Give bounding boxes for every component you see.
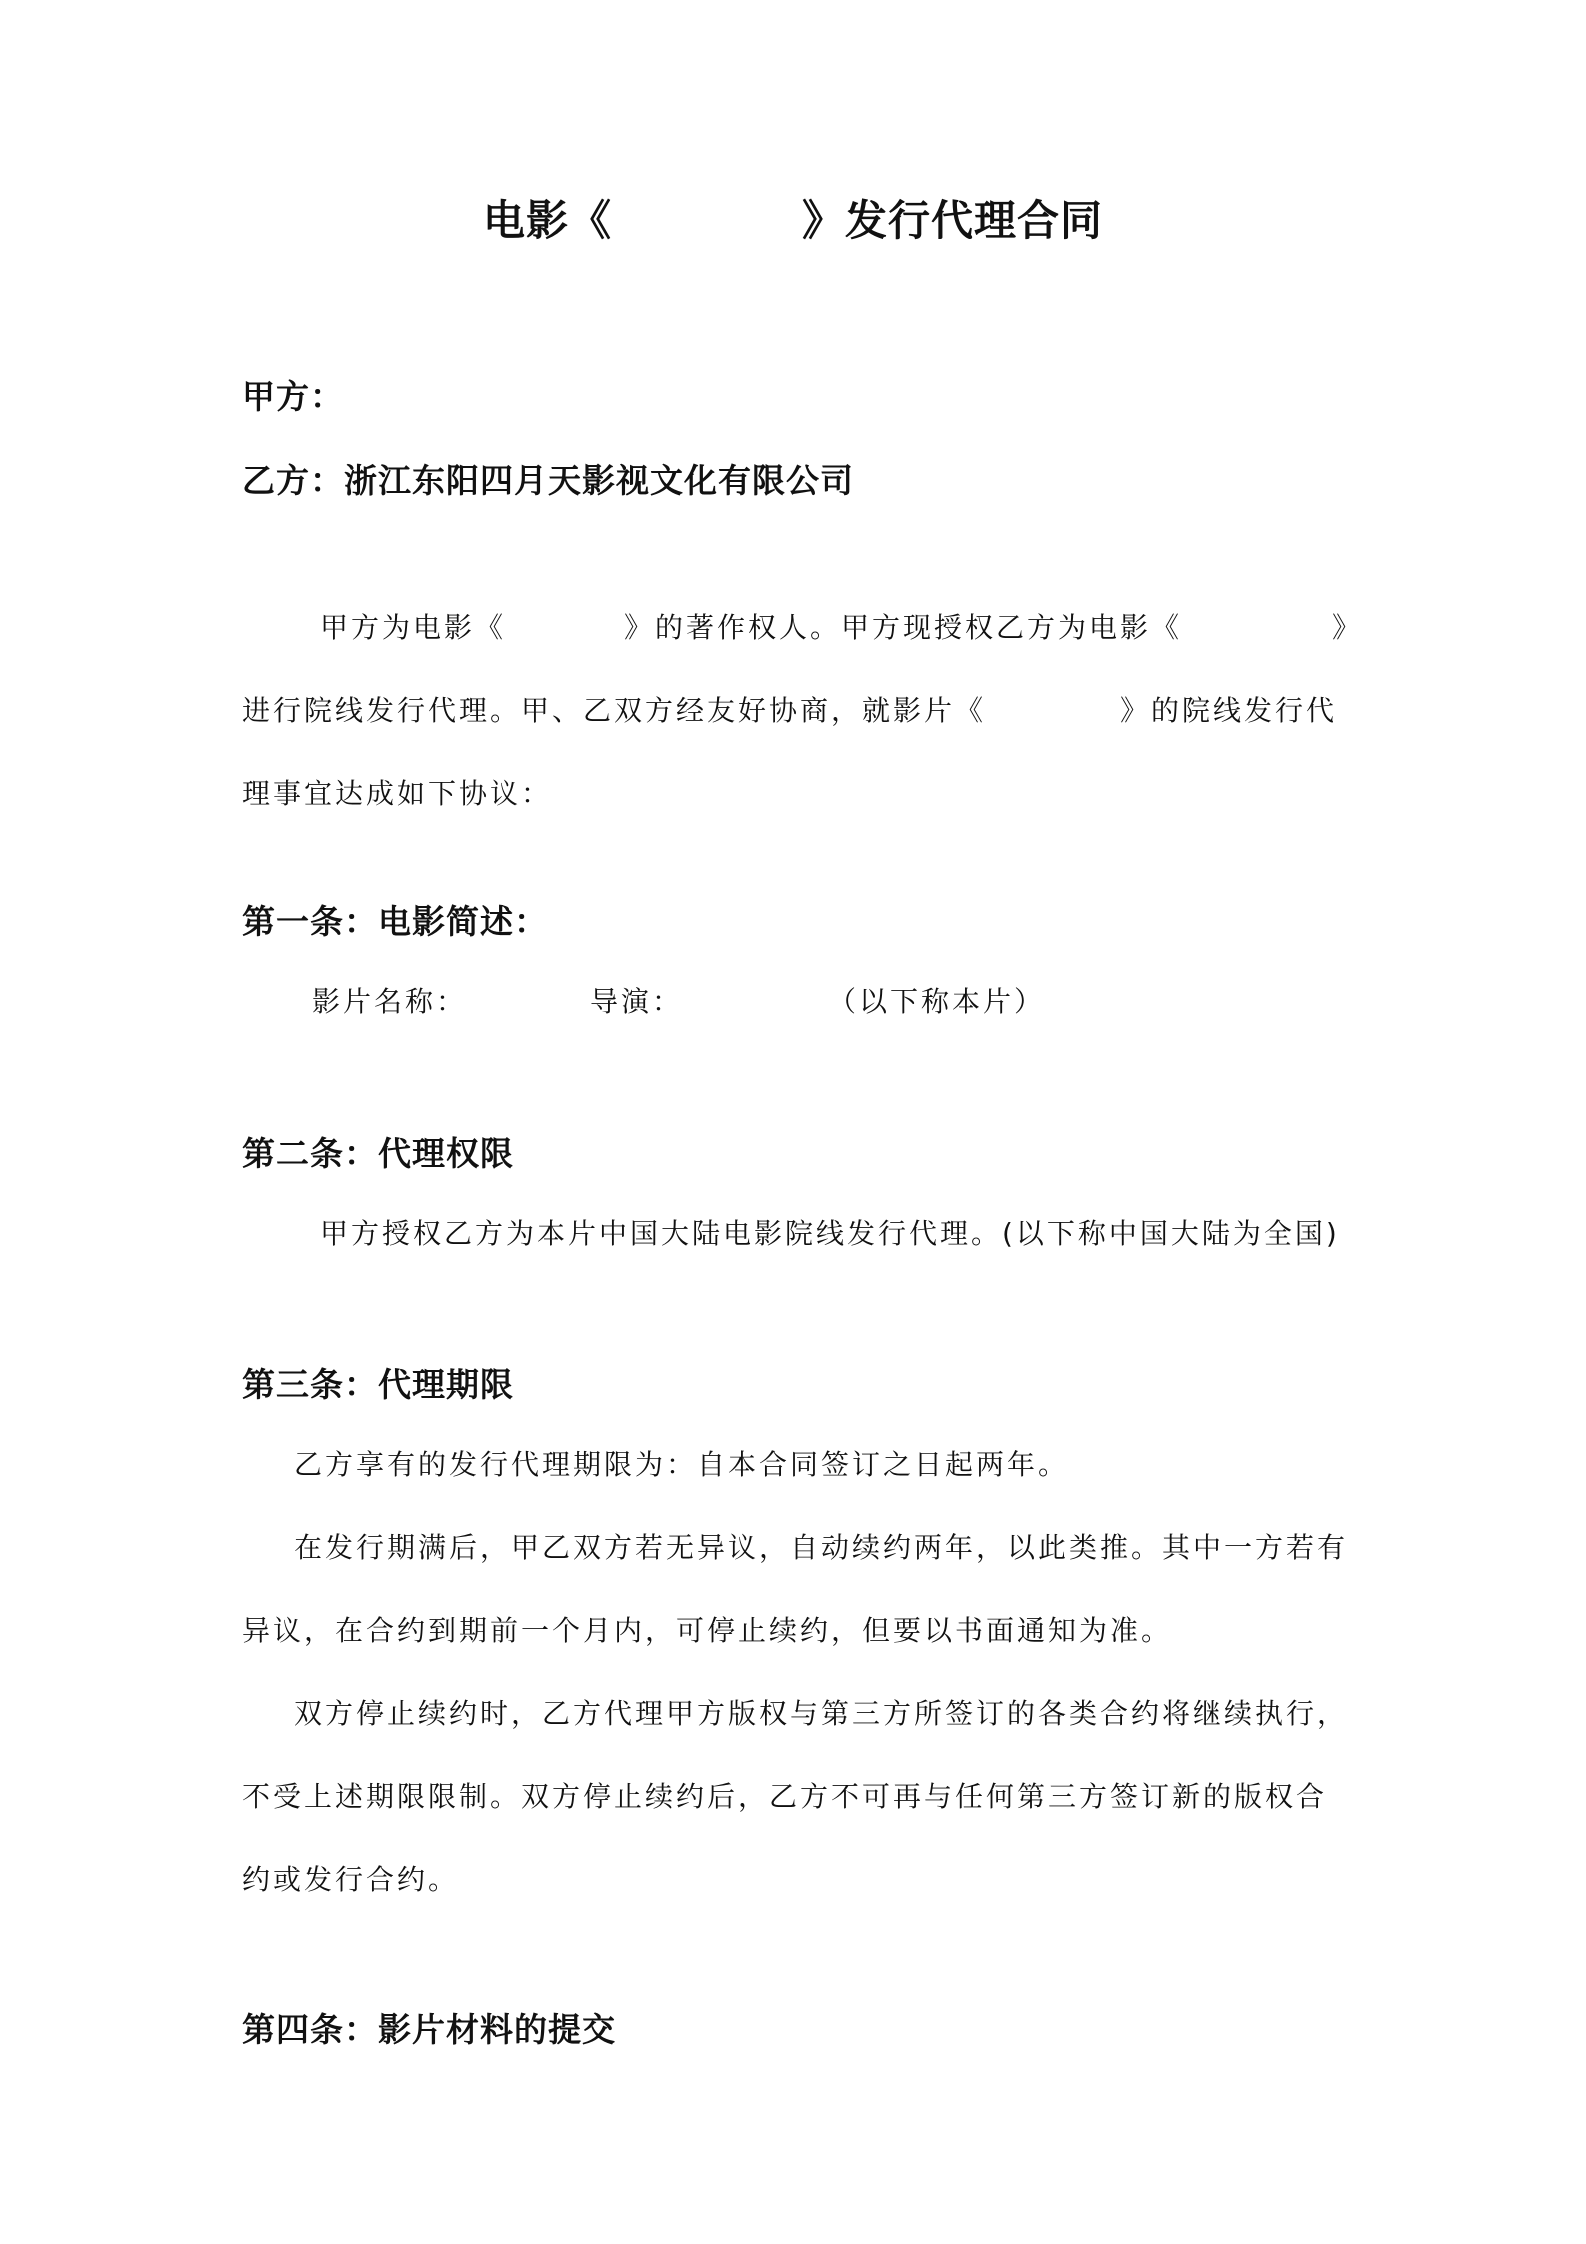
article-1-heading: 第一条：电影简述： bbox=[242, 902, 548, 941]
preamble-line-2: 进行院线发行代理。甲、乙双方经友好协商，就影片《 》的院线发行代 bbox=[242, 694, 1338, 727]
article-2-heading: 第二条：代理权限 bbox=[242, 1134, 514, 1173]
article-3-paragraph-3-line-2: 不受上述期限限制。双方停止续约后，乙方不可再与任何第三方签订新的版权合 bbox=[242, 1780, 1328, 1813]
party-b: 乙方：浙江东阳四月天影视文化有限公司 bbox=[242, 461, 854, 500]
article-3-paragraph-3-line-3: 约或发行合约。 bbox=[242, 1863, 460, 1896]
title-prefix: 电影《 bbox=[482, 196, 612, 245]
preamble-line-1: 甲方为电影《 》的著作权人。甲方现授权乙方为电影《 》 bbox=[320, 611, 1364, 644]
article-4-heading: 第四条：影片材料的提交 bbox=[242, 2010, 616, 2049]
article-3-paragraph-2-line-1: 在发行期满后，甲乙双方若无异议，自动续约两年，以此类推。其中一方若有 bbox=[294, 1531, 1349, 1564]
preamble-line-3: 理事宜达成如下协议： bbox=[242, 777, 553, 810]
article-2-text: 甲方授权乙方为本片中国大陆电影院线发行代理。(以下称中国大陆为全国) bbox=[320, 1217, 1340, 1250]
article-3-heading: 第三条：代理期限 bbox=[242, 1365, 514, 1404]
director-label: 导演： bbox=[590, 985, 684, 1018]
film-alias-note: （以下称本片） bbox=[828, 985, 1046, 1018]
article-3-paragraph-3-line-1: 双方停止续约时，乙方代理甲方版权与第三方所签订的各类合约将继续执行， bbox=[294, 1697, 1349, 1730]
party-a: 甲方： bbox=[242, 377, 344, 416]
title-suffix: 》发行代理合同 bbox=[802, 196, 1104, 245]
film-name-label: 影片名称： bbox=[312, 985, 468, 1018]
article-3-paragraph-2-line-2: 异议，在合约到期前一个月内，可停止续约，但要以书面通知为准。 bbox=[242, 1614, 1173, 1647]
article-3-paragraph-1: 乙方享有的发行代理期限为：自本合同签订之日起两年。 bbox=[294, 1448, 1070, 1481]
document-title bbox=[0, 196, 1586, 245]
